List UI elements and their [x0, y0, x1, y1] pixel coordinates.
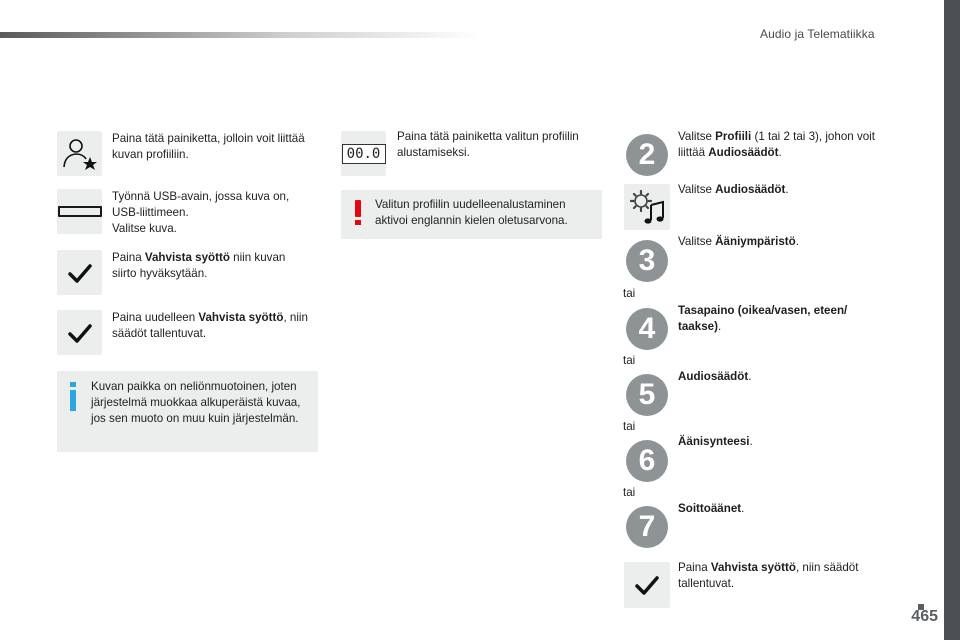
header-bar	[0, 32, 480, 38]
step-number-5: 5	[626, 374, 668, 416]
step-usb-text	[112, 189, 312, 237]
usb-line-3: Valitse kuva.	[112, 222, 177, 235]
step-number-4: 4	[626, 308, 668, 350]
step-select-profile-text: Valitse Profiili (1 tai 2 tai 3), johon voit liittää Audiosäädöt.	[678, 130, 875, 159]
side-stripe	[944, 0, 960, 640]
step-number-3: 3	[626, 240, 668, 282]
page-number: 465	[911, 608, 938, 625]
warning-icon	[355, 200, 361, 226]
step-number-6: 6	[626, 440, 668, 482]
option-audio-settings-text: Audiosäädöt.	[678, 370, 752, 383]
reset-display-icon	[341, 131, 386, 176]
checkmark-icon	[57, 250, 102, 295]
usb-slot-icon	[57, 189, 102, 234]
step-final-save-text: Paina Vahvista syöttö, niin säädöt tallentuvat.	[678, 561, 859, 590]
checkmark-icon	[57, 310, 102, 355]
step-add-image-text: Paina tätä painiketta, jolloin voit liittää kuvan profiiliin.	[112, 132, 305, 161]
step-confirm-transfer-text: Paina Vahvista syöttö niin kuvan siirto hyväksytään.	[112, 251, 286, 280]
warning-note-text: Valitun profiilin uudelleenalustaminen aktivoi englannin kielen oletusarvona.	[375, 198, 568, 227]
section-title: Audio ja Telematiikka	[760, 27, 875, 41]
checkmark-icon	[624, 562, 670, 608]
gear-music-icon	[624, 184, 670, 230]
step-number-2: 2	[626, 134, 668, 176]
display-value: 00.0	[342, 144, 386, 164]
usb-line-2: USB-liittimeen.	[112, 206, 189, 219]
option-balance-text: Tasapaino (oikea/vasen, eteen/ taakse).	[678, 304, 848, 333]
step-reset-profile-text: Paina tätä painiketta valitun profiilin alustamiseksi.	[397, 130, 579, 159]
usb-line-1: Työnnä USB-avain, jossa kuva on,	[112, 190, 290, 203]
step-save-settings-text: Paina uudelleen Vahvista syöttö, niin säädöt tallentuvat.	[112, 311, 308, 340]
step-select-audio-text: Valitse Audiosäädöt.	[678, 183, 789, 196]
profile-star-icon	[57, 131, 102, 176]
option-voice-synthesis-text: Äänisynteesi.	[678, 435, 753, 448]
or-label: tai	[623, 486, 636, 499]
info-note-text: Kuvan paikka on neliönmuotoinen, joten järjestelmä muokkaa alkuperäistä kuvaa, jos sen muoto on muu kuin järjestelmän.	[91, 380, 301, 425]
info-icon	[70, 382, 76, 412]
warning-note	[341, 190, 602, 239]
info-note	[57, 371, 318, 452]
or-label: tai	[623, 420, 636, 433]
step-number-7: 7	[626, 506, 668, 548]
option-ringtones-text: Soittoäänet.	[678, 502, 745, 515]
or-label: tai	[623, 287, 636, 300]
step-select-environment-text: Valitse Ääniympäristö.	[678, 235, 799, 248]
or-label: tai	[623, 354, 636, 367]
